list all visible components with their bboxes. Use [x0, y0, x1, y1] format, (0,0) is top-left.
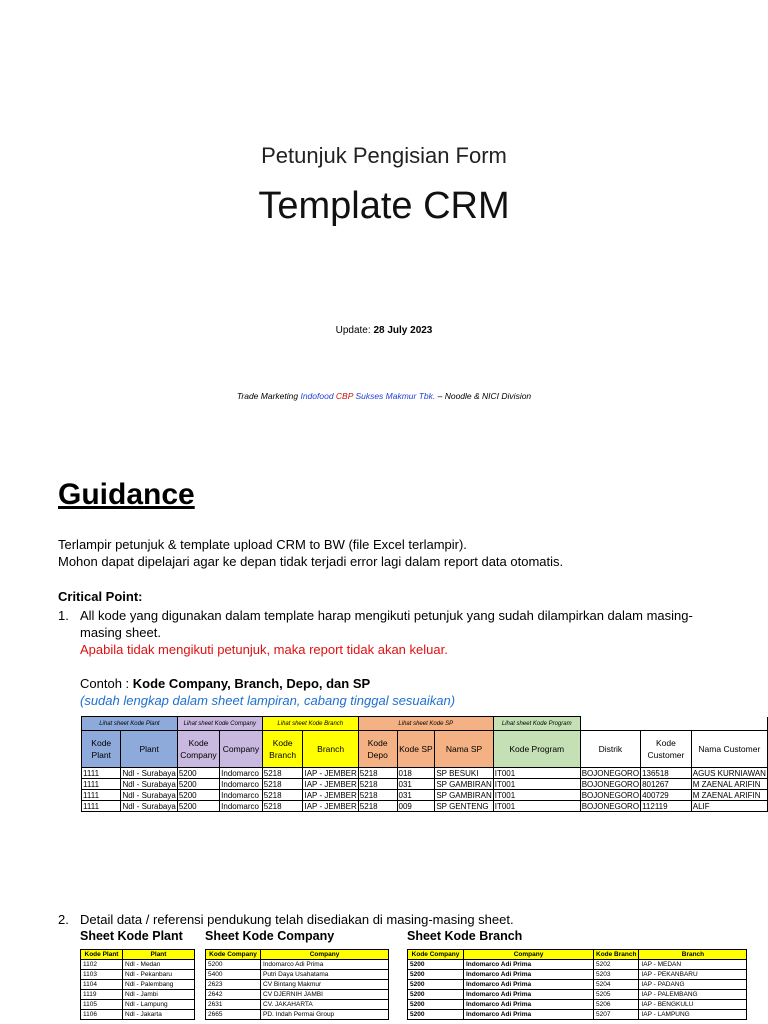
- header-plant: Plant: [121, 731, 177, 768]
- credit-line: [0, 391, 768, 401]
- hint-company: Lihat sheet Kode Company: [177, 717, 262, 731]
- table-cell: 2642: [206, 990, 261, 1000]
- header-distrik: Distrik: [580, 731, 640, 768]
- header-nama-sp: Nama SP: [435, 731, 493, 768]
- table-cell: IAP - JEMBER: [304, 801, 357, 811]
- table-cell: 1103: [81, 970, 123, 980]
- table-cell: 5218: [262, 768, 303, 779]
- table-cell: IAP - PEKANBARU: [639, 970, 747, 980]
- hint-empty: [580, 717, 767, 731]
- table-cell: 1111: [82, 768, 121, 779]
- table-cell: 5200: [408, 980, 464, 990]
- table-cell: 5200: [408, 1000, 464, 1010]
- guidance-heading: Guidance: [58, 478, 195, 511]
- credit-division: – Noodle & NICI Division: [435, 391, 532, 401]
- sheet-plant-label: Sheet Kode Plant: [80, 929, 183, 943]
- critical-point-label: Critical Point:: [58, 589, 143, 604]
- hint-branch: Lihat sheet Kode Branch: [262, 717, 358, 731]
- table-cell: 031: [397, 779, 435, 790]
- table-cell: Indomarco Adi Prima: [464, 960, 594, 970]
- table-cell: 112119: [641, 801, 692, 812]
- hint-program: Lihat sheet Kode Program: [493, 717, 580, 731]
- table-cell: IT001: [493, 790, 580, 801]
- header-nama-customer: Nama Customer: [691, 731, 767, 768]
- table-cell: Ndl - Jambi: [123, 990, 195, 1000]
- table-cell: SP BESUKI: [435, 768, 493, 779]
- branch-header-branch: Branch: [639, 950, 747, 960]
- table-row: [408, 960, 747, 970]
- intro-line-1: Terlampir petunjuk & template upload CRM to BW (file Excel terlampir).: [58, 537, 467, 552]
- plant-table-body: [81, 960, 195, 1020]
- table-cell: 5218: [358, 768, 397, 779]
- update-line: [0, 325, 768, 336]
- table-row: [82, 779, 768, 790]
- table-cell: Indomarco Adi Prima: [464, 980, 594, 990]
- table-cell: 5204: [594, 980, 639, 990]
- table-cell: Indomarco: [220, 801, 263, 812]
- table-row: [81, 1010, 195, 1020]
- table-cell: CV Bintang Makmur: [261, 980, 389, 990]
- table-row: [408, 990, 747, 1000]
- table-cell: BOJONEGORO: [581, 790, 640, 800]
- table-cell: 1105: [81, 1000, 123, 1010]
- table-cell: PD. Indah Permai Group: [261, 1010, 389, 1020]
- table-row: [206, 960, 389, 970]
- table-cell: IAP - JEMBER: [304, 790, 357, 800]
- plant-header-kode: Kode Plant: [81, 950, 123, 960]
- example-table: [81, 716, 768, 812]
- hint-sp: Lihat sheet Kode SP: [358, 717, 493, 731]
- table-cell: 5200: [408, 1010, 464, 1020]
- branch-header-company: Company: [464, 950, 594, 960]
- header-kode-plant: Kode Plant: [82, 731, 121, 768]
- table-cell: SP GAMBIRAN: [436, 779, 492, 789]
- header-kode-branch: Kode Branch: [262, 731, 303, 768]
- table-cell: IAP - PADANG: [639, 980, 747, 990]
- table-row: [206, 1010, 389, 1020]
- sheet-plant-table: [80, 949, 195, 1020]
- table-cell: IAP - PALEMBANG: [639, 990, 747, 1000]
- table-cell: 5218: [262, 790, 303, 801]
- table-cell: M ZAENAL ARIFIN: [691, 790, 767, 801]
- update-date: 28 July 2023: [373, 325, 433, 336]
- table-row: [408, 970, 747, 980]
- credit-brand-indofood: Indofood: [300, 391, 336, 401]
- table-row: [81, 990, 195, 1000]
- company-table-body: [206, 960, 389, 1020]
- table-cell: 2623: [206, 980, 261, 990]
- table-cell: 1102: [81, 960, 123, 970]
- hint-plant: Lihat sheet Kode Plant: [82, 717, 178, 731]
- table-cell: 5207: [594, 1010, 639, 1020]
- table-cell: 1106: [81, 1010, 123, 1020]
- table-cell: IT001: [493, 801, 580, 812]
- table-cell: Ndl - Medan: [123, 960, 195, 970]
- table-cell: 1104: [81, 980, 123, 990]
- example-prefix: Contoh :: [80, 676, 133, 691]
- table-cell: 5218: [358, 779, 397, 790]
- table-row: [81, 970, 195, 980]
- point-1-number: 1.: [58, 608, 69, 623]
- point-1-line-1: All kode yang digunakan dalam template harap mengikuti petunjuk yang sudah dilampirkan dalam masing-: [80, 608, 693, 623]
- table-cell: 5200: [177, 768, 219, 779]
- table-cell: 1111: [82, 779, 121, 790]
- update-label: Update:: [335, 325, 374, 336]
- table-row: [206, 970, 389, 980]
- sheet-company-label: Sheet Kode Company: [205, 929, 335, 943]
- sheet-company-table: [205, 949, 389, 1020]
- table-cell: Indomarco: [220, 790, 263, 801]
- table-cell: 5200: [177, 779, 219, 790]
- table-cell: Indomarco: [220, 768, 263, 779]
- table-cell: Ndl - Palembang: [123, 980, 195, 990]
- point-2-text: Detail data / referensi pendukung telah disediakan di masing-masing sheet.: [80, 912, 514, 927]
- table-cell: 5400: [206, 970, 261, 980]
- example-table-body: [82, 768, 768, 812]
- document-subtitle: Petunjuk Pengisian Form: [261, 143, 507, 168]
- table-cell: M ZAENAL ARIFIN: [691, 779, 767, 790]
- header-kode-customer: Kode Customer: [641, 731, 692, 768]
- plant-header-name: Plant: [123, 950, 195, 960]
- company-header-name: Company: [261, 950, 389, 960]
- table-cell: 5218: [262, 801, 303, 812]
- table-cell: SP GAMBIRAN: [436, 790, 492, 800]
- table-cell: Ndl - Surabaya: [122, 801, 176, 811]
- table-cell: Indomarco Adi Prima: [261, 960, 389, 970]
- table-cell: 2665: [206, 1010, 261, 1020]
- table-cell: 018: [397, 768, 435, 779]
- table-cell: BOJONEGORO: [581, 801, 640, 811]
- table-cell: Ndl - Jakarta: [123, 1010, 195, 1020]
- branch-table-body: [408, 960, 747, 1020]
- table-row: [81, 980, 195, 990]
- table-row: [408, 980, 747, 990]
- table-cell: ALIF: [691, 801, 767, 812]
- document-title: Template CRM: [258, 185, 510, 227]
- table-cell: Ndl - Surabaya: [122, 768, 176, 778]
- table-cell: Indomarco Adi Prima: [464, 1000, 594, 1010]
- table-cell: CV. JAKAHARTA: [261, 1000, 389, 1010]
- table-cell: 1111: [82, 801, 121, 812]
- table-cell: IAP - JEMBER: [304, 779, 357, 789]
- table-cell: IAP - MEDAN: [639, 960, 747, 970]
- example-line: [80, 675, 370, 692]
- table-cell: 5203: [594, 970, 639, 980]
- branch-header-kode-company: Kode Company: [408, 950, 464, 960]
- credit-brand-sukses: Sukses Makmur Tbk.: [355, 391, 436, 401]
- table-cell: 009: [397, 801, 435, 812]
- header-kode-sp: Kode SP: [397, 731, 435, 768]
- table-cell: IT001: [493, 779, 580, 790]
- intro-line-2: Mohon dapat dipelajari agar ke depan tidak terjadi error lagi dalam report data otomatis.: [58, 554, 564, 569]
- table-cell: 5206: [594, 1000, 639, 1010]
- table-cell: 5200: [408, 960, 464, 970]
- header-company: Company: [220, 731, 263, 768]
- table-cell: 5202: [594, 960, 639, 970]
- table-cell: 5200: [408, 970, 464, 980]
- table-cell: AGUS KURNIAWAN: [692, 768, 766, 778]
- table-cell: 2631: [206, 1000, 261, 1010]
- table-cell: 1111: [82, 790, 121, 801]
- credit-part: Trade Marketing: [236, 391, 301, 401]
- table-cell: Indomarco Adi Prima: [464, 1010, 594, 1020]
- table-cell: BOJONEGORO: [581, 768, 640, 778]
- point-2-number: 2.: [58, 912, 69, 927]
- table-row: [206, 980, 389, 990]
- table-row: [408, 1000, 747, 1010]
- table-cell: IAP - BENGKULU: [639, 1000, 747, 1010]
- example-fields: Kode Company, Branch, Depo, dan SP: [132, 676, 371, 691]
- header-kode-program: Kode Program: [493, 731, 580, 768]
- table-cell: 5218: [358, 801, 397, 812]
- table-row: [82, 801, 768, 812]
- table-cell: 5200: [408, 990, 464, 1000]
- table-cell: 1119: [81, 990, 123, 1000]
- table-cell: Ndl - Surabaya: [122, 790, 176, 800]
- table-cell: 801267: [641, 779, 692, 790]
- credit-brand-cbp: CBP: [335, 391, 356, 401]
- table-cell: Ndl - Pekanbaru: [123, 970, 195, 980]
- table-cell: 5200: [206, 960, 261, 970]
- table-cell: IT001: [493, 768, 580, 779]
- point-1-line-2: masing sheet.: [80, 625, 161, 640]
- sheet-branch-table: [407, 949, 747, 1020]
- table-cell: 031: [397, 790, 435, 801]
- table-cell: CV DJERNIH JAMBI: [261, 990, 389, 1000]
- table-cell: SP GENTENG: [435, 801, 493, 812]
- table-cell: BOJONEGORO: [581, 779, 640, 789]
- header-kode-company: Kode Company: [177, 731, 219, 768]
- table-cell: 5200: [177, 801, 219, 812]
- table-cell: 5218: [262, 779, 303, 790]
- example-note: (sudah lengkap dalam sheet lampiran, cabang tinggal sesuaikan): [80, 693, 456, 708]
- table-cell: IAP - LAMPUNG: [639, 1010, 747, 1020]
- table-cell: Indomarco Adi Prima: [464, 990, 594, 1000]
- table-cell: Indomarco Adi Prima: [464, 970, 594, 980]
- table-cell: 5218: [358, 790, 397, 801]
- table-cell: Ndl - Surabaya: [122, 779, 176, 789]
- table-cell: IAP - JEMBER: [304, 768, 357, 778]
- branch-header-kode-branch: Kode Branch: [594, 950, 639, 960]
- table-row: [82, 790, 768, 801]
- table-cell: Putri Daya Usahatama: [261, 970, 389, 980]
- point-1-warning: Apabila tidak mengikuti petunjuk, maka report tidak akan keluar.: [80, 642, 448, 657]
- table-cell: 5205: [594, 990, 639, 1000]
- table-cell: 400729: [641, 790, 692, 801]
- table-cell: Indomarco: [220, 779, 263, 790]
- table-row: [82, 768, 768, 779]
- table-cell: 5200: [177, 790, 219, 801]
- table-row: [408, 1010, 747, 1020]
- table-row: [81, 1000, 195, 1010]
- table-cell: 136518: [641, 768, 692, 779]
- header-branch: Branch: [303, 731, 358, 768]
- table-row: [81, 960, 195, 970]
- company-header-kode: Kode Company: [206, 950, 261, 960]
- table-row: [206, 990, 389, 1000]
- sheet-branch-label: Sheet Kode Branch: [407, 929, 523, 943]
- table-row: [206, 1000, 389, 1010]
- header-kode-depo: Kode Depo: [358, 731, 397, 768]
- table-cell: Ndl - Lampung: [123, 1000, 195, 1010]
